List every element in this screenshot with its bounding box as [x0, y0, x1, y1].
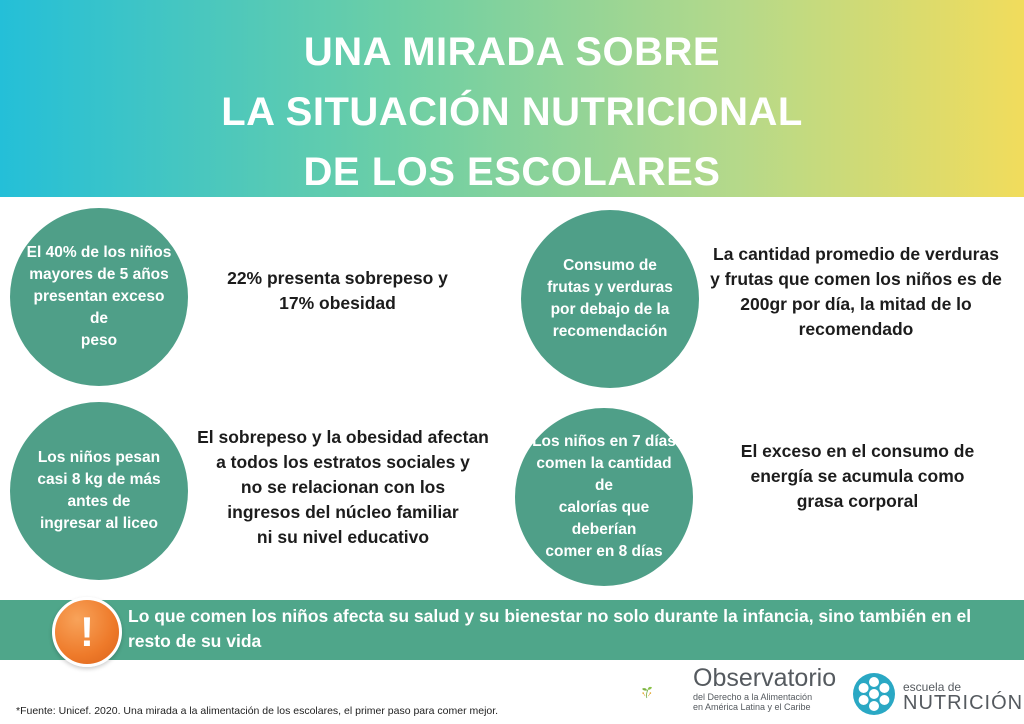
- observatorio-subtitle: [693, 692, 812, 712]
- page-title: [0, 22, 1024, 202]
- circle-line: frutas y verduras: [547, 279, 673, 296]
- nutricion-label: NUTRICIÓN: [903, 692, 1024, 714]
- stat-circle-excess-weight: [10, 208, 188, 386]
- circle-line: recomendación: [552, 323, 668, 340]
- warning-exclamation-icon: [52, 597, 122, 667]
- fact-text-vegetable-intake: [700, 242, 1012, 342]
- title-line-2: LA SITUACIÓN NUTRICIONAL: [221, 90, 803, 134]
- circle-line: Consumo de: [563, 257, 657, 274]
- stat-circle-fruit-vegetables: [521, 210, 699, 388]
- circle-line: Los niños en 7 días: [532, 433, 676, 450]
- circle-line: comer en 8 días: [545, 543, 663, 560]
- circle-line: calorías que deberían: [558, 499, 650, 538]
- observatorio-leaf-icon: [640, 666, 692, 718]
- key-message-text: Lo que comen los niños afecta su salud y su bienestar no solo durante la infancia, sino también en el resto de su vida: [128, 606, 972, 651]
- fact-line: y frutas que comen los niños es de: [710, 269, 1002, 289]
- source-citation: *Fuente: Unicef. 2020. Una mirada a la alimentación de los escolares, el primer paso para comer mejor.: [16, 705, 499, 717]
- fact-line: grasa corporal: [796, 491, 919, 511]
- circle-line: por debajo de la: [550, 301, 670, 318]
- circle-line: casi 8 kg de más: [37, 471, 161, 488]
- circle-line: Los niños pesan: [37, 449, 161, 466]
- fact-text-overweight: [200, 266, 475, 316]
- fact-line: energía se acumula como: [750, 466, 965, 486]
- fact-text-energy-excess: [720, 439, 995, 514]
- fact-line: La cantidad promedio de verduras: [713, 244, 999, 264]
- circle-line: mayores de 5 años: [29, 266, 169, 283]
- circle-line: antes de: [67, 493, 131, 510]
- fact-text-social-strata: [183, 425, 503, 550]
- fact-line: El sobrepeso y la obesidad afectan: [197, 427, 489, 447]
- escuela-label: escuela de: [903, 680, 962, 694]
- fact-line: 200gr por día, la mitad de lo: [740, 294, 972, 314]
- circle-line: El 40% de los niños: [26, 244, 172, 261]
- title-line-3: DE LOS ESCOLARES: [303, 150, 721, 194]
- stat-circle-calories: [515, 408, 693, 586]
- fact-line: ni su nivel educativo: [256, 527, 430, 547]
- fact-line: 17% obesidad: [279, 293, 396, 313]
- circle-line: presentan exceso de: [33, 288, 165, 327]
- escuela-nutricion-flower-icon: [852, 672, 896, 716]
- fact-line: El exceso en el consumo de: [740, 441, 975, 461]
- fact-line: 22% presenta sobrepeso y: [227, 268, 448, 288]
- circle-line: comen la cantidad de: [536, 455, 672, 494]
- observatorio-subtitle-line: del Derecho a la Alimentación: [693, 692, 813, 702]
- circle-line: ingresar al liceo: [39, 515, 159, 532]
- observatorio-subtitle-line: en América Latina y el Caribe: [693, 702, 811, 712]
- fact-line: recomendado: [798, 319, 914, 339]
- stat-circle-weight-gain: [10, 402, 188, 580]
- observatorio-title: Observatorio: [693, 664, 837, 692]
- exclamation-mark: !: [80, 608, 94, 655]
- fact-line: no se relacionan con los: [240, 477, 446, 497]
- fact-line: ingresos del núcleo familiar: [227, 502, 459, 522]
- header-banner: [0, 0, 1024, 197]
- title-line-1: UNA MIRADA SOBRE: [303, 30, 721, 74]
- fact-line: a todos los estratos sociales y: [216, 452, 470, 472]
- circle-line: peso: [80, 332, 118, 349]
